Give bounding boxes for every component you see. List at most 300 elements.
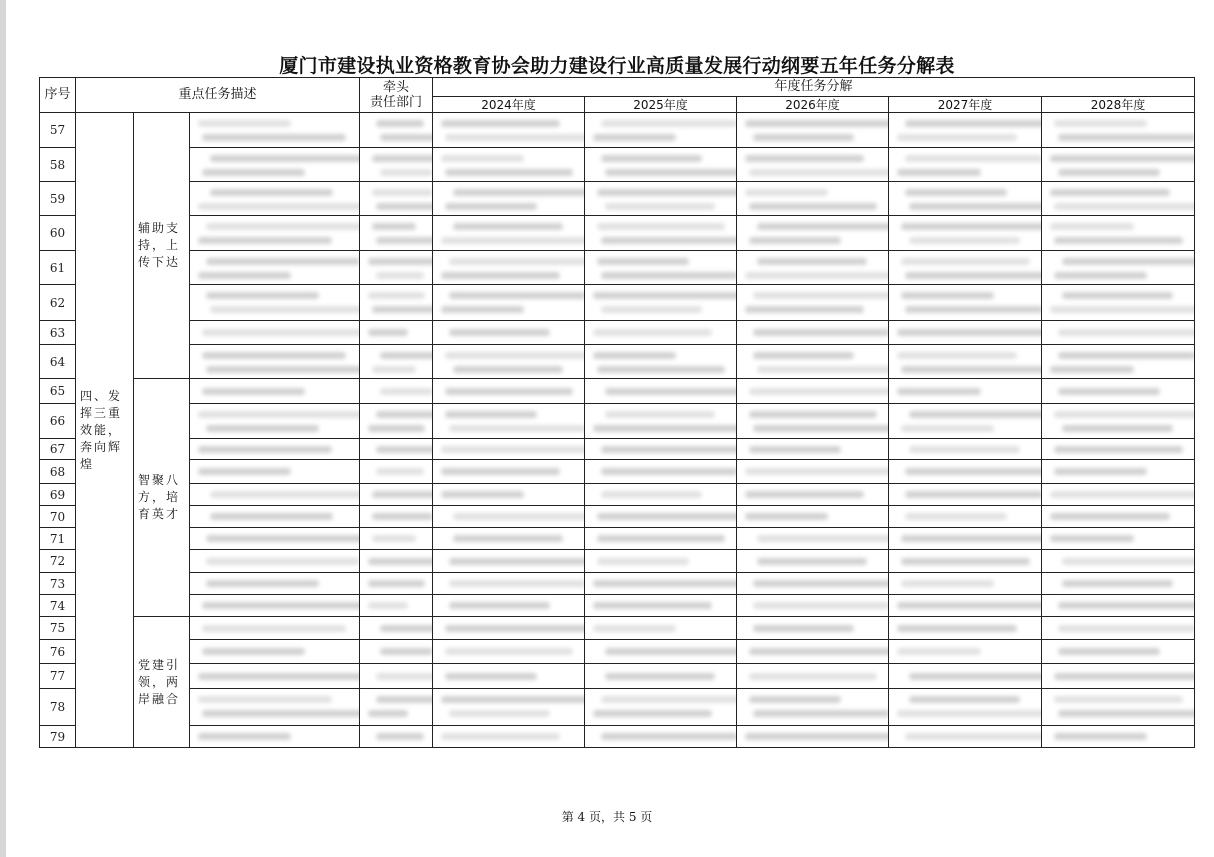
redacted-text	[445, 625, 585, 632]
table-row	[40, 216, 1195, 251]
redacted-text	[745, 491, 864, 498]
redacted-text	[901, 258, 1030, 265]
task-2024-cell	[433, 379, 585, 404]
redacted-text	[198, 446, 332, 453]
redacted-text	[897, 388, 981, 395]
redacted-text	[380, 352, 433, 359]
task-2027-cell	[889, 484, 1042, 506]
task-2027-cell	[889, 664, 1042, 689]
task-2024-cell	[433, 595, 585, 617]
row-seq-number: 68	[40, 460, 76, 484]
redacted-text	[1050, 491, 1195, 498]
task-2024-cell	[433, 550, 585, 573]
redacted-text	[753, 352, 854, 359]
redacted-text	[905, 306, 1042, 313]
redacted-text	[593, 602, 712, 609]
redacted-text	[753, 329, 889, 336]
redacted-text	[905, 733, 1042, 740]
redacted-text	[897, 710, 1042, 717]
task-2027-cell	[889, 321, 1042, 345]
redacted-text	[1058, 648, 1160, 655]
task-2027-cell	[889, 113, 1042, 148]
task-2026-cell	[737, 689, 889, 726]
task-2026-cell	[737, 321, 889, 345]
redacted-text	[210, 189, 333, 196]
redacted-text	[441, 306, 524, 313]
redacted-text	[1050, 306, 1195, 313]
redacted-text	[749, 388, 889, 395]
task-description-cell	[190, 550, 360, 573]
redacted-text	[757, 535, 889, 542]
task-2028-cell	[1042, 506, 1195, 528]
redacted-text	[753, 292, 889, 299]
redacted-text	[897, 169, 981, 176]
table-row	[40, 345, 1195, 379]
redacted-text	[449, 558, 585, 565]
task-2028-cell	[1042, 113, 1195, 148]
redacted-text	[745, 733, 889, 740]
redacted-text	[909, 237, 1020, 244]
redacted-text	[1050, 189, 1170, 196]
redacted-text	[372, 223, 416, 230]
lead-dept-cell	[360, 550, 433, 573]
row-seq-number: 61	[40, 251, 76, 285]
row-seq-number: 60	[40, 216, 76, 251]
redacted-text	[198, 468, 291, 475]
task-2027-cell	[889, 689, 1042, 726]
redacted-text	[753, 580, 889, 587]
task-2028-cell	[1042, 460, 1195, 484]
redacted-text	[206, 425, 319, 432]
task-2028-cell	[1042, 689, 1195, 726]
table-row	[40, 113, 1195, 148]
lead-dept-cell	[360, 506, 433, 528]
task-2027-cell	[889, 182, 1042, 216]
task-2024-cell	[433, 726, 585, 748]
task-2024-cell	[433, 460, 585, 484]
table-row	[40, 595, 1195, 617]
redacted-text	[901, 580, 994, 587]
task-description-cell	[190, 726, 360, 748]
task-description-cell	[190, 573, 360, 595]
lead-dept-cell	[360, 148, 433, 182]
task-2028-cell	[1042, 617, 1195, 640]
redacted-text	[368, 292, 425, 299]
redacted-text	[202, 625, 346, 632]
page-left-edge	[0, 0, 6, 857]
redacted-text	[601, 491, 702, 498]
redacted-text	[210, 155, 360, 162]
redacted-text	[909, 203, 1042, 210]
redacted-text	[753, 602, 889, 609]
redacted-text	[1054, 203, 1195, 210]
task-2027-cell	[889, 216, 1042, 251]
task-description-cell	[190, 345, 360, 379]
redacted-text	[597, 558, 689, 565]
task-2028-cell	[1042, 285, 1195, 321]
redacted-text	[601, 237, 737, 244]
redacted-text	[1050, 535, 1134, 542]
task-2026-cell	[737, 595, 889, 617]
redacted-text	[453, 535, 563, 542]
task-2024-cell	[433, 285, 585, 321]
redacted-text	[198, 120, 291, 127]
redacted-text	[897, 329, 1042, 336]
group-party-label: 党建引领，两岸融合	[134, 617, 190, 748]
table-row	[40, 617, 1195, 640]
task-2024-cell	[433, 251, 585, 285]
redacted-text	[909, 673, 1042, 680]
row-seq-number: 63	[40, 321, 76, 345]
row-seq-number: 65	[40, 379, 76, 404]
redacted-text	[441, 237, 585, 244]
redacted-text	[753, 625, 854, 632]
task-2026-cell	[737, 251, 889, 285]
task-2025-cell	[585, 404, 737, 439]
redacted-text	[757, 366, 889, 373]
table-row	[40, 664, 1195, 689]
task-2028-cell	[1042, 528, 1195, 550]
redacted-text	[605, 411, 715, 418]
redacted-text	[380, 388, 433, 395]
task-2024-cell	[433, 345, 585, 379]
task-2025-cell	[585, 528, 737, 550]
task-description-cell	[190, 321, 360, 345]
task-2025-cell	[585, 113, 737, 148]
redacted-text	[1054, 120, 1147, 127]
redacted-text	[380, 169, 433, 176]
task-2024-cell	[433, 484, 585, 506]
table-row	[40, 460, 1195, 484]
task-2028-cell	[1042, 148, 1195, 182]
lead-dept-cell	[360, 345, 433, 379]
task-2026-cell	[737, 182, 889, 216]
task-2026-cell	[737, 506, 889, 528]
lead-dept-cell	[360, 216, 433, 251]
task-description-cell	[190, 595, 360, 617]
task-2025-cell	[585, 550, 737, 573]
task-description-cell	[190, 617, 360, 640]
redacted-text	[605, 169, 737, 176]
redacted-text	[441, 468, 560, 475]
lead-dept-cell	[360, 460, 433, 484]
task-2025-cell	[585, 182, 737, 216]
redacted-text	[372, 535, 416, 542]
lead-dept-cell	[360, 617, 433, 640]
redacted-text	[901, 223, 1042, 230]
redacted-text	[376, 237, 433, 244]
task-2027-cell	[889, 251, 1042, 285]
task-2025-cell	[585, 726, 737, 748]
redacted-text	[202, 602, 360, 609]
task-2026-cell	[737, 113, 889, 148]
redacted-text	[1054, 696, 1183, 703]
redacted-text	[380, 134, 433, 141]
redacted-text	[905, 155, 1042, 162]
row-seq-number: 57	[40, 113, 76, 148]
redacted-text	[376, 446, 433, 453]
task-description-cell	[190, 216, 360, 251]
task-2026-cell	[737, 550, 889, 573]
task-description-cell	[190, 251, 360, 285]
task-2027-cell	[889, 345, 1042, 379]
main-category-label: 四、发挥三重效能，奔向辉煌	[76, 113, 134, 748]
task-2026-cell	[737, 404, 889, 439]
redacted-text	[441, 696, 585, 703]
redacted-text	[441, 491, 524, 498]
table-row	[40, 550, 1195, 573]
redacted-text	[597, 513, 737, 520]
redacted-text	[749, 446, 841, 453]
lead-dept-cell	[360, 182, 433, 216]
redacted-text	[198, 673, 360, 680]
lead-dept-cell	[360, 640, 433, 664]
task-2026-cell	[737, 726, 889, 748]
redacted-text	[749, 411, 877, 418]
redacted-text	[605, 673, 715, 680]
redacted-text	[601, 468, 737, 475]
redacted-text	[206, 292, 319, 299]
task-2025-cell	[585, 321, 737, 345]
redacted-text	[206, 580, 319, 587]
redacted-text	[1050, 223, 1134, 230]
redacted-text	[368, 258, 433, 265]
task-2025-cell	[585, 664, 737, 689]
redacted-text	[376, 411, 433, 418]
table-row	[40, 726, 1195, 748]
task-2028-cell	[1042, 321, 1195, 345]
page-footer: 第 4 页，共 5 页	[561, 810, 653, 824]
redacted-text	[210, 513, 333, 520]
redacted-text	[593, 352, 676, 359]
task-2027-cell	[889, 379, 1042, 404]
redacted-text	[1062, 292, 1173, 299]
redacted-text	[597, 189, 737, 196]
redacted-text	[368, 710, 408, 717]
lead-dept-cell	[360, 726, 433, 748]
redacted-text	[441, 446, 585, 453]
document-title: 厦门市建设执业资格教育协会助力建设行业高质量发展行动纲要五年任务分解表	[279, 55, 955, 77]
redacted-text	[372, 491, 433, 498]
table-row	[40, 404, 1195, 439]
redacted-text	[605, 203, 715, 210]
row-seq-number: 69	[40, 484, 76, 506]
redacted-text	[441, 120, 560, 127]
redacted-text	[1058, 388, 1160, 395]
redacted-text	[445, 411, 537, 418]
task-2028-cell	[1042, 216, 1195, 251]
task-2028-cell	[1042, 550, 1195, 573]
redacted-text	[368, 602, 408, 609]
task-description-cell	[190, 439, 360, 460]
redacted-text	[601, 306, 702, 313]
redacted-text	[905, 272, 1042, 279]
row-seq-number: 58	[40, 148, 76, 182]
redacted-text	[749, 169, 889, 176]
redacted-text	[198, 733, 291, 740]
row-seq-number: 72	[40, 550, 76, 573]
redacted-text	[198, 203, 360, 210]
redacted-text	[593, 710, 712, 717]
redacted-text	[897, 648, 981, 655]
redacted-text	[901, 558, 1030, 565]
redacted-text	[1062, 558, 1195, 565]
redacted-text	[1050, 513, 1170, 520]
task-2024-cell	[433, 182, 585, 216]
task-table	[39, 77, 1195, 748]
redacted-text	[198, 411, 360, 418]
redacted-text	[368, 329, 408, 336]
table-row	[40, 321, 1195, 345]
row-seq-number: 75	[40, 617, 76, 640]
task-2026-cell	[737, 148, 889, 182]
task-2024-cell	[433, 573, 585, 595]
task-2026-cell	[737, 460, 889, 484]
task-2028-cell	[1042, 726, 1195, 748]
redacted-text	[372, 513, 433, 520]
lead-dept-cell	[360, 484, 433, 506]
redacted-text	[745, 189, 828, 196]
redacted-text	[905, 491, 1042, 498]
task-2024-cell	[433, 216, 585, 251]
redacted-text	[1054, 673, 1195, 680]
redacted-text	[757, 258, 867, 265]
task-2026-cell	[737, 484, 889, 506]
table-row	[40, 148, 1195, 182]
redacted-text	[198, 237, 332, 244]
redacted-text	[1050, 155, 1195, 162]
redacted-text	[449, 258, 585, 265]
redacted-text	[909, 696, 1020, 703]
task-description-cell	[190, 689, 360, 726]
table-row	[40, 640, 1195, 664]
task-2027-cell	[889, 640, 1042, 664]
row-seq-number: 76	[40, 640, 76, 664]
group-talent-label: 智聚八方，培育英才	[134, 379, 190, 617]
task-2027-cell	[889, 506, 1042, 528]
lead-dept-cell	[360, 404, 433, 439]
row-seq-number: 70	[40, 506, 76, 528]
redacted-text	[449, 329, 550, 336]
redacted-text	[745, 120, 889, 127]
redacted-text	[449, 425, 585, 432]
task-2027-cell	[889, 550, 1042, 573]
header-task: 重点任务描述	[76, 78, 360, 113]
redacted-text	[206, 258, 360, 265]
redacted-text	[745, 468, 889, 475]
redacted-text	[445, 673, 537, 680]
lead-dept-cell	[360, 439, 433, 460]
task-2027-cell	[889, 528, 1042, 550]
task-description-cell	[190, 484, 360, 506]
redacted-text	[901, 535, 1042, 542]
task-2025-cell	[585, 379, 737, 404]
redacted-text	[210, 306, 360, 313]
row-seq-number: 59	[40, 182, 76, 216]
redacted-text	[372, 155, 433, 162]
redacted-text	[449, 580, 585, 587]
redacted-text	[1054, 468, 1147, 475]
redacted-text	[202, 388, 305, 395]
task-2025-cell	[585, 345, 737, 379]
lead-dept-cell	[360, 689, 433, 726]
redacted-text	[901, 366, 1042, 373]
redacted-text	[749, 648, 889, 655]
redacted-text	[745, 272, 889, 279]
redacted-text	[601, 446, 737, 453]
redacted-text	[601, 696, 737, 703]
redacted-text	[901, 425, 994, 432]
redacted-text	[376, 733, 424, 740]
task-2025-cell	[585, 251, 737, 285]
redacted-text	[905, 513, 1007, 520]
table-row	[40, 439, 1195, 460]
table-row	[40, 528, 1195, 550]
redacted-text	[757, 558, 867, 565]
redacted-text	[897, 625, 1017, 632]
task-description-cell	[190, 640, 360, 664]
redacted-text	[1062, 425, 1173, 432]
lead-dept-cell	[360, 251, 433, 285]
task-2025-cell	[585, 506, 737, 528]
row-seq-number: 62	[40, 285, 76, 321]
row-seq-number: 67	[40, 439, 76, 460]
task-2026-cell	[737, 439, 889, 460]
redacted-text	[749, 237, 841, 244]
lead-dept-cell	[360, 321, 433, 345]
redacted-text	[210, 491, 360, 498]
redacted-text	[901, 292, 994, 299]
redacted-text	[593, 134, 676, 141]
row-seq-number: 77	[40, 664, 76, 689]
redacted-text	[1054, 733, 1147, 740]
redacted-text	[593, 580, 737, 587]
lead-dept-cell	[360, 528, 433, 550]
redacted-text	[593, 625, 676, 632]
task-description-cell	[190, 528, 360, 550]
table-row	[40, 251, 1195, 285]
redacted-text	[905, 189, 1007, 196]
redacted-text	[368, 425, 425, 432]
redacted-text	[376, 272, 424, 279]
task-2024-cell	[433, 689, 585, 726]
task-2028-cell	[1042, 484, 1195, 506]
task-description-cell	[190, 113, 360, 148]
task-2025-cell	[585, 439, 737, 460]
redacted-text	[1058, 625, 1195, 632]
header-lead-dept: 牵头 责任部门	[360, 78, 433, 113]
task-2027-cell	[889, 595, 1042, 617]
redacted-text	[202, 648, 305, 655]
redacted-text	[749, 696, 841, 703]
task-2024-cell	[433, 640, 585, 664]
task-description-cell	[190, 285, 360, 321]
group-support-label: 辅助支持，上传下达	[134, 113, 190, 379]
redacted-text	[202, 169, 305, 176]
redacted-text	[597, 366, 725, 373]
redacted-text	[745, 155, 864, 162]
redacted-text	[202, 134, 346, 141]
row-seq-number: 73	[40, 573, 76, 595]
redacted-text	[449, 292, 585, 299]
redacted-text	[445, 648, 573, 655]
task-description-cell	[190, 404, 360, 439]
redacted-text	[757, 223, 889, 230]
task-2026-cell	[737, 379, 889, 404]
header-year-2026: 2026年度	[737, 97, 889, 113]
redacted-text	[453, 513, 585, 520]
redacted-text	[202, 352, 346, 359]
